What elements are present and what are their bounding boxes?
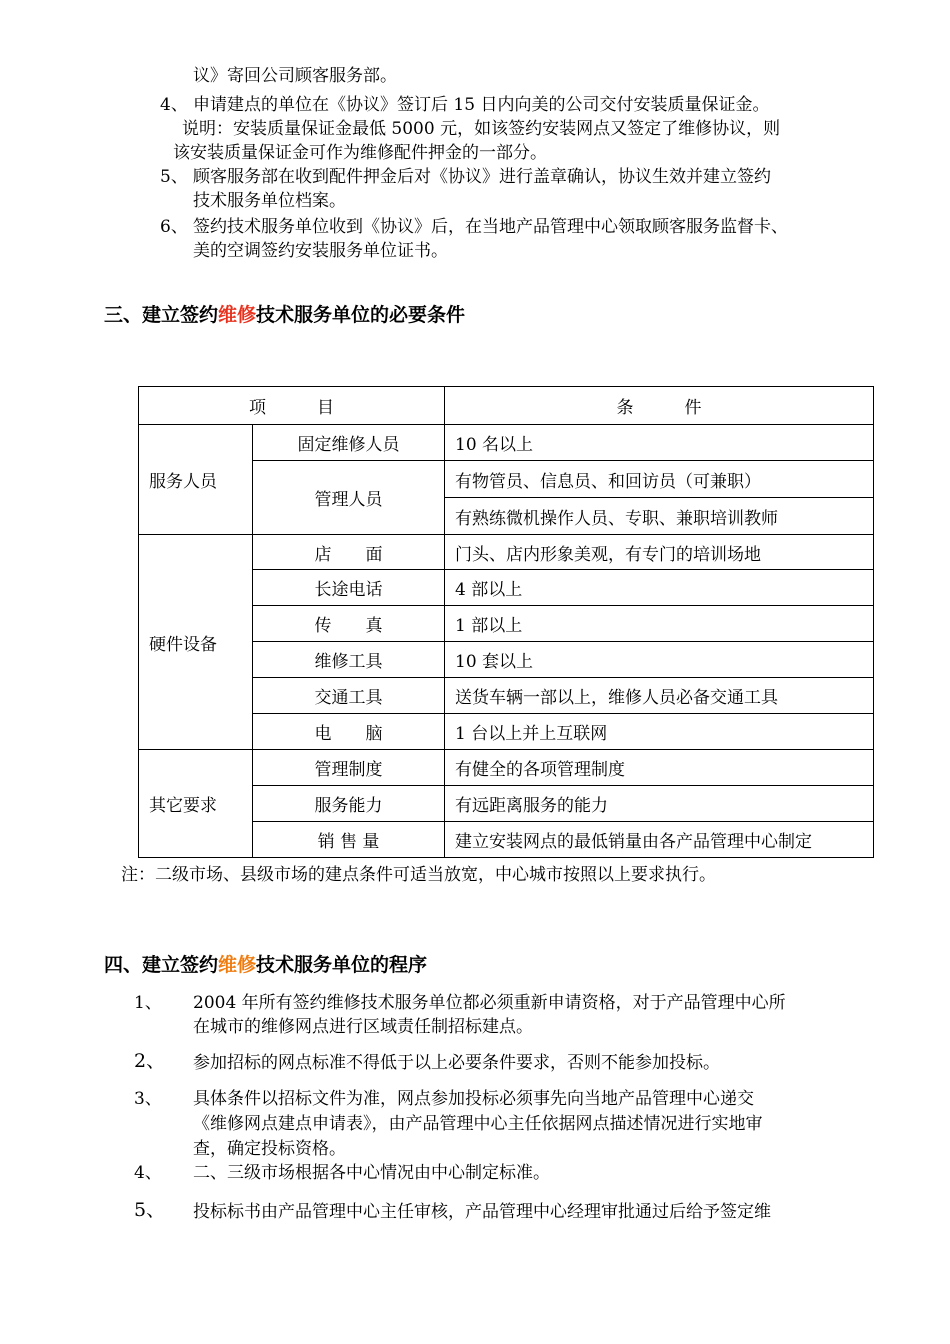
step1-line-2: 在城市的维修网点进行区域责任制招标建点。 bbox=[193, 1017, 533, 1037]
row-item: 维修工具 bbox=[253, 642, 445, 678]
step2-number: 2、 bbox=[134, 1050, 166, 1072]
section4-heading-highlight: 维修 bbox=[218, 954, 257, 976]
item6-line-2: 美的空调签约安装服务单位证书。 bbox=[193, 241, 448, 261]
row-condition: 有熟练微机操作人员、专职、兼职培训教师 bbox=[445, 498, 874, 535]
row-item: 店 面 bbox=[253, 535, 445, 570]
section4-heading-prefix: 四、建立签约 bbox=[104, 954, 219, 976]
row-item: 长途电话 bbox=[253, 570, 445, 606]
group-personnel: 服务人员 bbox=[139, 425, 253, 535]
section4-heading-suffix: 技术服务单位的程序 bbox=[256, 954, 428, 976]
item4-number: 4、 bbox=[160, 95, 188, 115]
step2-line-1: 参加招标的网点标准不得低于以上必要条件要求，否则不能参加投标。 bbox=[193, 1053, 720, 1073]
section3-heading-prefix: 三、建立签约 bbox=[104, 304, 219, 326]
group-other: 其它要求 bbox=[139, 750, 253, 858]
row-condition: 有物管员、信息员、和回访员（可兼职） bbox=[445, 461, 874, 498]
group-hardware: 硬件设备 bbox=[139, 535, 253, 750]
section4-heading bbox=[104, 950, 427, 977]
table-note: 注：二级市场、县级市场的建点条件可适当放宽，中心城市按照以上要求执行。 bbox=[121, 865, 716, 885]
step4-number: 4、 bbox=[134, 1163, 162, 1183]
note-line-2: 该安装质量保证金可作为维修配件押金的一部分。 bbox=[173, 143, 547, 163]
step4-line-1: 二、三级市场根据各中心情况由中心制定标准。 bbox=[193, 1163, 550, 1183]
step1-line-1: 2004 年所有签约维修技术服务单位都必须重新申请资格，对于产品管理中心所 bbox=[193, 993, 786, 1013]
row-item: 固定维修人员 bbox=[253, 425, 445, 461]
item6-number: 6、 bbox=[160, 217, 188, 237]
row-item: 服务能力 bbox=[253, 786, 445, 822]
row-item: 管理人员 bbox=[253, 461, 445, 535]
section3-heading-suffix: 技术服务单位的必要条件 bbox=[256, 304, 466, 326]
row-condition: 有远距离服务的能力 bbox=[445, 786, 874, 822]
row-item: 交通工具 bbox=[253, 678, 445, 714]
table-header-row bbox=[139, 387, 874, 425]
row-condition: 10 套以上 bbox=[445, 642, 874, 678]
item5-line-1: 顾客服务部在收到配件押金后对《协议》进行盖章确认，协议生效并建立签约 bbox=[193, 167, 771, 187]
table-row bbox=[139, 750, 874, 786]
step3-line-3: 查，确定投标资格。 bbox=[193, 1139, 346, 1159]
step5-line-1: 投标标书由产品管理中心主任审核，产品管理中心经理审批通过后给予签定维 bbox=[193, 1202, 771, 1222]
row-item: 电 脑 bbox=[253, 714, 445, 750]
table-row bbox=[139, 535, 874, 570]
row-condition: 建立安装网点的最低销量由各产品管理中心制定 bbox=[445, 822, 874, 858]
step3-line-1: 具体条件以招标文件为准，网点参加投标必须事先向当地产品管理中心递交 bbox=[193, 1089, 754, 1109]
row-condition: 有健全的各项管理制度 bbox=[445, 750, 874, 786]
item4-text: 申请建点的单位在《协议》签订后 15 日内向美的公司交付安装质量保证金。 bbox=[193, 95, 770, 115]
row-condition: 1 部以上 bbox=[445, 606, 874, 642]
table-row bbox=[139, 425, 874, 461]
step1-number: 1、 bbox=[134, 993, 162, 1013]
item3-continuation: 议》寄回公司顾客服务部。 bbox=[193, 66, 397, 86]
row-condition: 送货车辆一部以上，维修人员必备交通工具 bbox=[445, 678, 874, 714]
step3-line-2: 《维修网点建点申请表》，由产品管理中心主任依据网点描述情况进行实地审 bbox=[193, 1114, 763, 1134]
row-item: 销 售 量 bbox=[253, 822, 445, 858]
step3-number: 3、 bbox=[134, 1089, 162, 1109]
section3-heading-highlight: 维修 bbox=[218, 304, 257, 326]
row-condition: 1 台以上并上互联网 bbox=[445, 714, 874, 750]
note-line-1: 说明：安装质量保证金最低 5000 元，如该签约安装网点又签定了维修协议，则 bbox=[182, 119, 781, 139]
requirements-table bbox=[138, 386, 874, 858]
header-condition: 条 件 bbox=[445, 387, 874, 425]
row-item: 管理制度 bbox=[253, 750, 445, 786]
row-condition: 门头、店内形象美观，有专门的培训场地 bbox=[445, 535, 874, 570]
section3-heading bbox=[104, 300, 465, 327]
item5-number: 5、 bbox=[160, 167, 188, 187]
step5-number: 5、 bbox=[134, 1199, 166, 1221]
item5-line-2: 技术服务单位档案。 bbox=[193, 191, 346, 211]
header-item: 项 目 bbox=[139, 387, 445, 425]
row-item: 传 真 bbox=[253, 606, 445, 642]
row-condition: 4 部以上 bbox=[445, 570, 874, 606]
item6-line-1: 签约技术服务单位收到《协议》后，在当地产品管理中心领取顾客服务监督卡、 bbox=[193, 217, 788, 237]
row-condition: 10 名以上 bbox=[445, 425, 874, 461]
